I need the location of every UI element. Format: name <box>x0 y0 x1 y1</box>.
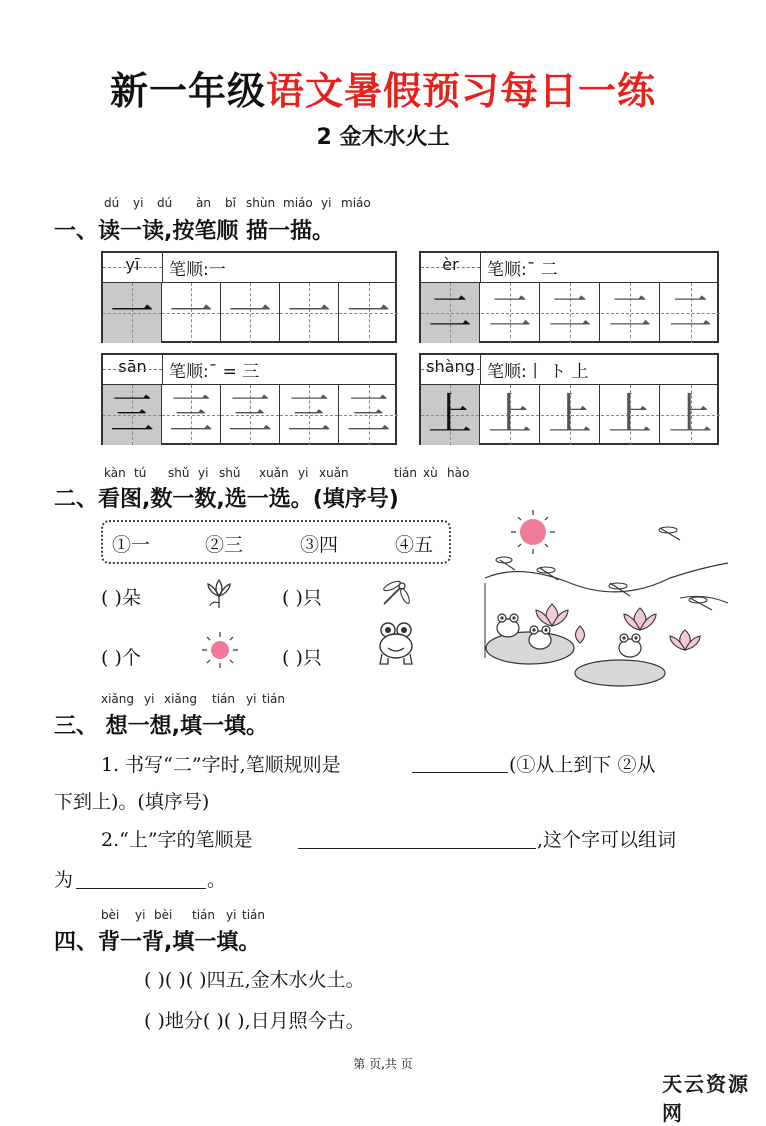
s2-pinyin-9: tián <box>394 466 417 480</box>
model-char: 三 <box>110 389 154 440</box>
s1-pinyin-5: bǐ <box>225 196 236 210</box>
s4-pinyin-3: bèi <box>154 908 173 922</box>
s2-pinyin-6: xuǎn <box>259 466 289 480</box>
s1-pinyin-2: yi <box>133 196 144 210</box>
stroke-grid-shang <box>419 353 719 445</box>
s4-pinyin-6: tián <box>242 908 265 922</box>
model-char: 上 <box>428 389 472 440</box>
model-char: 二 <box>428 287 472 338</box>
s4-pinyin-5: yi <box>226 908 237 922</box>
option-2: ②三 <box>205 534 244 556</box>
option-3: ③四 <box>300 534 339 556</box>
pond-scene-illustration <box>480 508 730 692</box>
s2-pinyin-5: shǔ <box>219 466 241 480</box>
q1-options-text: (①从上到下 ②从 <box>509 754 656 776</box>
s2-pinyin-10: xù <box>423 466 438 480</box>
grid-pinyin: shàng <box>421 355 481 385</box>
section4-heading: 四、背一背,填一填。 <box>54 930 261 955</box>
option-1: ①一 <box>112 534 151 556</box>
trace-char[interactable]: 三 <box>228 389 272 440</box>
s4-pinyin-1: bèi <box>101 908 120 922</box>
q1-answer-blank[interactable] <box>412 751 508 773</box>
lotus-icon <box>202 576 236 614</box>
stroke-grid-er <box>419 251 719 343</box>
s3-pinyin-1: xiǎng <box>101 692 135 706</box>
trace-char[interactable]: 二 <box>608 287 652 338</box>
trace-char[interactable]: 三 <box>346 389 391 440</box>
s2-pinyin-3: shǔ <box>168 466 190 480</box>
s1-pinyin-8: yi <box>321 196 332 210</box>
q2-text-cont: ,这个字可以组词 <box>537 829 677 851</box>
grid-stroke-order: 笔顺:丨 ト 上 <box>487 362 589 382</box>
grid-pinyin: sān <box>103 355 163 385</box>
poem-line-1[interactable]: ( )( )( )四五,金木水火土。 <box>144 969 365 991</box>
s1-pinyin-1: dú <box>104 196 120 210</box>
grid-stroke-order: 笔顺:¯ 二 <box>487 260 558 280</box>
s3-pinyin-5: yi <box>246 692 257 706</box>
q2-word-blank[interactable] <box>76 867 206 889</box>
s3-pinyin-6: tián <box>262 692 285 706</box>
q2-text: 2.“上”字的笔顺是 <box>101 829 253 851</box>
trace-char[interactable]: 二 <box>668 287 713 338</box>
grid-pinyin: yī <box>103 253 163 283</box>
trace-char[interactable]: 一 <box>169 287 213 338</box>
q2-text-wei: 为 <box>54 869 74 891</box>
sun-icon <box>200 630 240 674</box>
grid-stroke-order: 笔顺:一 <box>169 260 226 280</box>
count-dragonfly-blank[interactable]: ( )只 <box>282 587 322 609</box>
s2-pinyin-2: tú <box>134 466 147 480</box>
grid-pinyin: èr <box>421 253 481 283</box>
s1-pinyin-9: miáo <box>341 196 371 210</box>
grid-stroke-order: 笔顺:¯ = 三 <box>169 362 260 382</box>
s4-pinyin-2: yi <box>135 908 146 922</box>
page-title <box>0 60 766 115</box>
trace-char[interactable]: 上 <box>668 389 713 440</box>
watermark-text: 天云资源网 <box>662 1072 750 1125</box>
section1-heading: 一、读一读,按笔顺 描一描。 <box>54 219 335 244</box>
s1-pinyin-3: dú <box>157 196 173 210</box>
count-sun-blank[interactable]: ( )个 <box>101 647 141 669</box>
count-frog-blank[interactable]: ( )只 <box>282 647 322 669</box>
lesson-subtitle: 2 金木水火土 <box>316 125 450 150</box>
s2-pinyin-11: hào <box>447 466 470 480</box>
dragonfly-icon <box>378 578 412 612</box>
frog-icon <box>376 620 416 672</box>
q2-stroke-order-blank[interactable] <box>298 827 536 849</box>
trace-char[interactable]: 一 <box>287 287 331 338</box>
s3-pinyin-3: xiǎng <box>164 692 198 706</box>
q1-options-text-cont: 下到上)。(填序号) <box>54 791 210 813</box>
trace-char[interactable]: 三 <box>287 389 331 440</box>
trace-char[interactable]: 二 <box>548 287 592 338</box>
s3-pinyin-4: tián <box>212 692 235 706</box>
stroke-grid-yi <box>101 251 397 343</box>
scene-sun-icon <box>511 510 555 554</box>
section2-heading: 二、看图,数一数,选一选。(填序号) <box>54 487 399 512</box>
q1-text: 1. 书写“二”字时,笔顺规则是 <box>101 754 341 776</box>
trace-char[interactable]: 一 <box>346 287 391 338</box>
model-char: 一 <box>110 287 154 338</box>
trace-char[interactable]: 二 <box>488 287 532 338</box>
s4-pinyin-4: tián <box>192 908 215 922</box>
stroke-grid-san <box>101 353 397 445</box>
option-4: ④五 <box>395 534 434 556</box>
trace-char[interactable]: 上 <box>548 389 592 440</box>
title-red-part: 语文暑假预习每日一练 <box>266 69 657 113</box>
q2-period: 。 <box>207 869 227 891</box>
trace-char[interactable]: 三 <box>169 389 213 440</box>
title-black-part: 新一年级 <box>109 69 266 113</box>
s1-pinyin-7: miáo <box>283 196 313 210</box>
s2-pinyin-4: yi <box>198 466 209 480</box>
s1-pinyin-6: shùn <box>246 196 276 210</box>
trace-char[interactable]: 上 <box>488 389 532 440</box>
trace-char[interactable]: 一 <box>228 287 272 338</box>
poem-line-2[interactable]: ( )地分( )( ),日月照今古。 <box>144 1010 365 1032</box>
s1-pinyin-4: àn <box>196 196 211 210</box>
count-flower-blank[interactable]: ( )朵 <box>101 587 141 609</box>
section3-heading: 三、 想一想,填一填。 <box>54 714 269 739</box>
s2-pinyin-7: yi <box>298 466 309 480</box>
trace-char[interactable]: 上 <box>608 389 652 440</box>
page-footer: 第 页,共 页 <box>353 1057 413 1071</box>
s3-pinyin-2: yi <box>144 692 155 706</box>
s2-pinyin-8: xuǎn <box>319 466 349 480</box>
s2-pinyin-1: kàn <box>104 466 126 480</box>
